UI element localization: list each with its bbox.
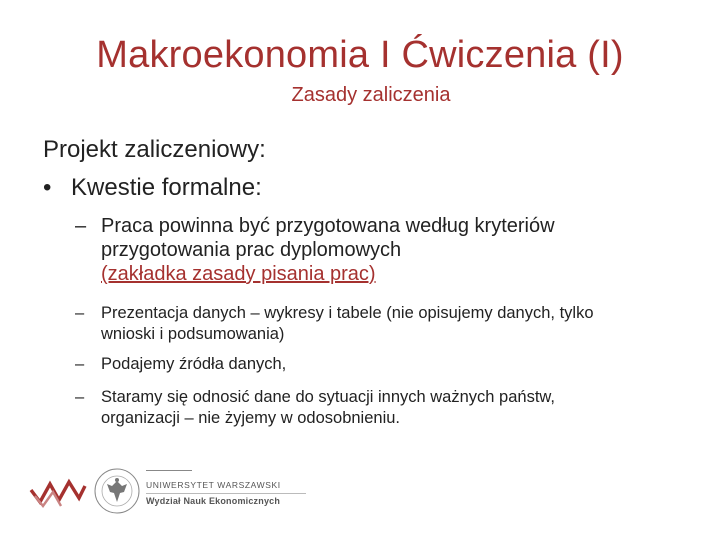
item-line: przygotowania prac dyplomowych (101, 239, 402, 261)
list-item (75, 354, 287, 375)
item-line: Podajemy źródła danych, (101, 355, 287, 373)
divider (146, 470, 192, 471)
rules-link[interactable]: (zakładka zasady pisania prac) (101, 263, 376, 285)
slide-title: Makroekonomia I Ćwiczenia (I) (96, 34, 624, 76)
slide-subtitle: Zasady zaliczenia (291, 84, 451, 106)
bullet-label: Kwestie formalne: (71, 174, 262, 201)
bullet-dot: • (43, 174, 52, 201)
item-line: Prezentacja danych – wykresy i tabele (nie opisujemy danych, tylko (101, 304, 594, 322)
dash-marker: – (75, 388, 85, 406)
university-seal-icon (92, 462, 142, 520)
university-name: UNIWERSYTET WARSZAWSKI (146, 480, 281, 490)
list-item (75, 214, 555, 286)
list-item (75, 303, 594, 345)
section-heading: Projekt zaliczeniowy: (43, 136, 266, 163)
bullet-formal (43, 174, 262, 202)
item-line: wnioski i podsumowania) (101, 325, 285, 343)
item-line: Staramy się odnosić dane do sytuacji innych ważnych państw, (101, 388, 555, 406)
wne-zigzag-logo-icon (28, 470, 88, 510)
dash-marker: – (75, 304, 85, 322)
dash-marker: – (75, 215, 87, 237)
list-item (75, 387, 555, 429)
divider (146, 493, 306, 494)
faculty-name: Wydział Nauk Ekonomicznych (146, 496, 281, 506)
item-line: organizacji – nie żyjemy w odosobnieniu. (101, 409, 400, 427)
item-line: Praca powinna być przygotowana według kryteriów (101, 215, 555, 237)
dash-marker: – (75, 355, 85, 373)
